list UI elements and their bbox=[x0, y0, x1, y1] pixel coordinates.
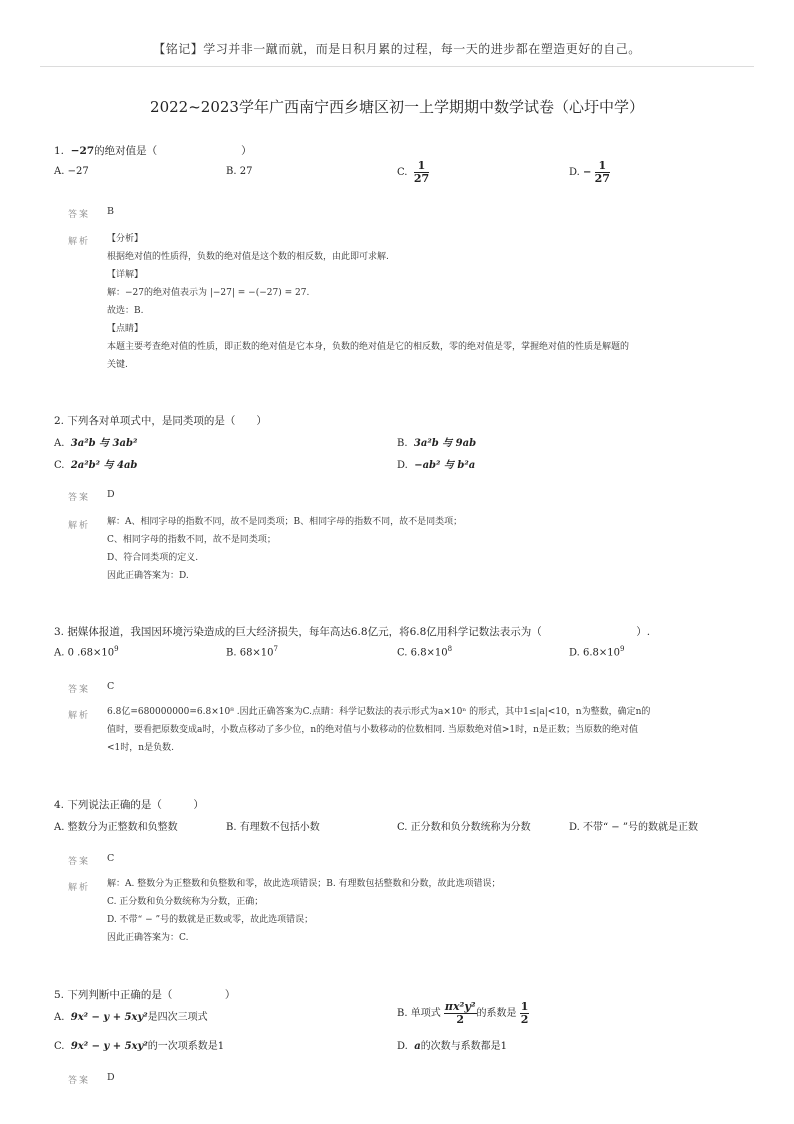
analysis-line: C. 正分数和负分数统称为分数，正确； bbox=[107, 897, 264, 907]
option-b: B. 有理数不包括小数 bbox=[226, 822, 320, 833]
analysis-line: 【分析】 bbox=[107, 234, 144, 244]
fraction: $\frac{\text{πx²y²}}{2}$ bbox=[444, 1000, 476, 1026]
motto-banner: 【铭记】学习并非一蹴而就，而是日积月累的过程，每一天的进步都在塑造更好的自己。 bbox=[153, 42, 641, 56]
option-a: A. 3a²b 与 3ab² bbox=[54, 438, 138, 449]
fraction: $\frac{1}{27}$ bbox=[413, 159, 430, 185]
option-a: A. 9x² − y + 5xy²是四次三项式 bbox=[54, 1012, 208, 1023]
analysis-line: D. 不带“ − ”号的数就是正数或零，故此选项错误； bbox=[107, 915, 314, 925]
question-4: 4. 下列说法正确的是（ ） bbox=[54, 799, 204, 811]
analysis-label: 解析 bbox=[68, 883, 91, 893]
analysis-line: D、符合同类项的定义. bbox=[107, 553, 199, 563]
analysis-label: 解析 bbox=[68, 237, 91, 247]
analysis-label: 解析 bbox=[68, 521, 91, 531]
fraction: $\frac{1}{2}$ bbox=[520, 1000, 529, 1026]
analysis-line: 关键. bbox=[107, 360, 128, 370]
analysis-line: 本题主要考查绝对值的性质，即正数的绝对值是它本身，负数的绝对值是它的相反数，零的绝对值是零，掌握绝对值的性质是解题的 bbox=[107, 342, 630, 352]
question-1 bbox=[54, 143, 252, 158]
option-d: D. − $\frac{1}{27}$ bbox=[569, 159, 610, 185]
answer-value: C bbox=[107, 853, 115, 864]
analysis-line: 故选：B. bbox=[107, 306, 144, 316]
analysis-line: 6.8亿=680000000=6.8×10⁸ .因此正确答案为C.点睛：科学记数法的表示形式为a×10ⁿ 的形式，其中1≤|a|<10，n为整数，确定n的 bbox=[107, 707, 651, 717]
answer-label: 答案 bbox=[68, 210, 91, 220]
answer-value: B bbox=[107, 206, 114, 217]
answer-label: 答案 bbox=[68, 857, 91, 867]
option-d: D. a的次数与系数都是1 bbox=[397, 1041, 508, 1052]
analysis-line: C、相同字母的指数不同，故不是同类项； bbox=[107, 535, 276, 545]
question-text: 的绝对值是（ ） bbox=[94, 145, 252, 157]
option-c: C. 正分数和负分数统称为分数 bbox=[397, 822, 531, 833]
option-c: C. $6.8\times 10^8$ bbox=[397, 645, 453, 659]
option-c: C. 9x² − y + 5xy²的一次项系数是1 bbox=[54, 1041, 225, 1052]
analysis-line: 解：A、相同字母的指数不同，故不是同类项；B、相同字母的指数不同，故不是同类项； bbox=[107, 517, 463, 527]
answer-label: 答案 bbox=[68, 685, 91, 695]
analysis-line: 【点睛】 bbox=[107, 324, 144, 334]
analysis-line: 根据绝对值的性质得，负数的绝对值是这个数的相反数，由此即可求解. bbox=[107, 252, 389, 262]
question-expr: −27 bbox=[70, 145, 95, 157]
option-b: B. 单项式 $\frac{\text{πx²y²}}{2}$ 的系数是 $\frac{1}{2}$ bbox=[397, 1000, 529, 1026]
header-divider bbox=[40, 66, 754, 67]
analysis-line: 因此正确答案为：D. bbox=[107, 571, 189, 581]
option-c: C. 2a²b² 与 4ab bbox=[54, 460, 138, 471]
answer-label: 答案 bbox=[68, 493, 91, 503]
question-3: 3. 据媒体报道，我国因环境污染造成的巨大经济损失，每年高达6.8亿元，将6.8亿用科学记数法表示为（ ）. bbox=[54, 626, 651, 638]
answer-value: D bbox=[107, 1072, 115, 1083]
question-2: 2. 下列各对单项式中，是同类项的是（ ） bbox=[54, 415, 267, 427]
option-b: B. 3a²b 与 9ab bbox=[397, 438, 477, 449]
option-d: D. 不带“ − ”号的数就是正数 bbox=[569, 822, 698, 833]
analysis-label: 解析 bbox=[68, 711, 91, 721]
page-title: 2022~2023学年广西南宁西乡塘区初一上学期期中数学试卷（心圩中学） bbox=[150, 98, 644, 116]
option-a: A. 整数分为正整数和负整数 bbox=[54, 822, 178, 833]
option-a: A. 0 $.68\times 10^9$ bbox=[54, 645, 119, 659]
analysis-line: 【详解】 bbox=[107, 270, 144, 280]
answer-value: D bbox=[107, 489, 115, 500]
option-a: A. −27 bbox=[54, 166, 89, 177]
question-5: 5. 下列判断中正确的是（ ） bbox=[54, 989, 236, 1001]
question-number: 1. bbox=[54, 145, 65, 157]
fraction: $\frac{1}{27}$ bbox=[594, 159, 610, 185]
option-d: D. −ab² 与 b²a bbox=[397, 460, 476, 471]
option-b: B. 27 bbox=[226, 166, 253, 177]
analysis-line: 因此正确答案为：C. bbox=[107, 933, 189, 943]
answer-label: 答案 bbox=[68, 1076, 91, 1086]
option-c: C. $\frac{1}{27}$ bbox=[397, 159, 430, 185]
analysis-line: 解：−27的绝对值表示为 |−27| = −(−27) = 27. bbox=[107, 288, 310, 298]
analysis-line: 解：A. 整数分为正整数和负整数和零，故此选项错误；B. 有理数包括整数和分数，故此选项错误； bbox=[107, 879, 501, 889]
answer-value: C bbox=[107, 681, 115, 692]
option-b: B. $68\times 10^7$ bbox=[226, 645, 279, 659]
option-d: D. $6.8\times 10^9$ bbox=[569, 645, 625, 659]
analysis-line: 值时，要看把原数变成a时，小数点移动了多少位，n的绝对值与小数移动的位数相同. 当原数绝对值>1时，n是正数；当原数的绝对值 bbox=[107, 725, 638, 735]
analysis-line: <1时，n是负数. bbox=[107, 743, 174, 753]
